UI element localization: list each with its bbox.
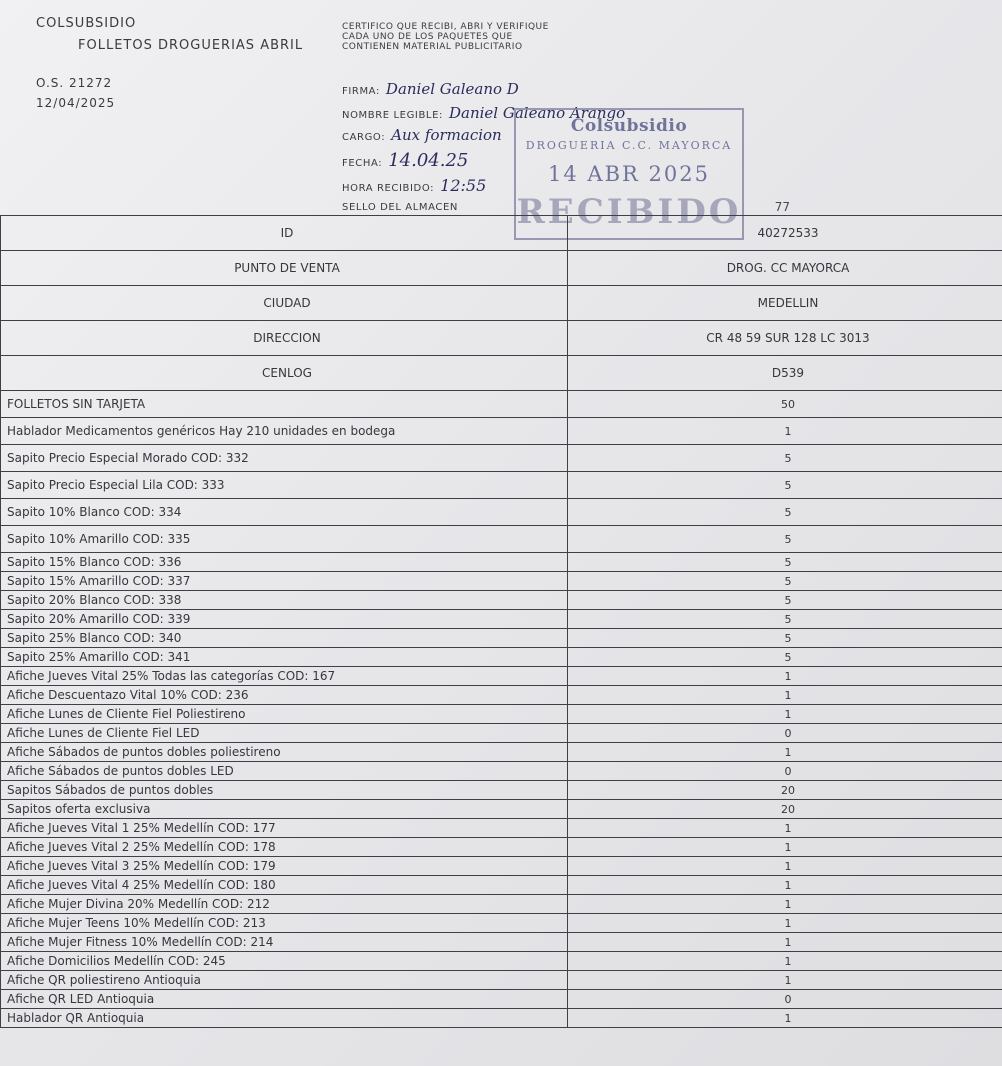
table-row	[1, 553, 1002, 572]
table-row	[1, 667, 1002, 686]
item-quantity: 1	[568, 914, 1002, 933]
item-quantity: 0	[568, 724, 1002, 743]
stamp-store: DROGUERIA C.C. MAYORCA	[525, 139, 733, 152]
item-quantity: 5	[568, 472, 1002, 499]
item-label: Sapitos Sábados de puntos dobles	[1, 781, 568, 800]
item-quantity: 1	[568, 819, 1002, 838]
table-row	[1, 876, 1002, 895]
item-quantity: 1	[568, 838, 1002, 857]
table-row	[1, 705, 1002, 724]
item-label: Sapito 10% Amarillo COD: 335	[1, 526, 568, 553]
item-label: Afiche Domicilios Medellín COD: 245	[1, 952, 568, 971]
item-quantity: 5	[568, 648, 1002, 667]
item-quantity: 20	[568, 781, 1002, 800]
delivery-table	[0, 215, 1002, 1028]
table-row	[1, 629, 1002, 648]
item-label: Afiche Jueves Vital 4 25% Medellín COD: 180	[1, 876, 568, 895]
table-row	[1, 914, 1002, 933]
item-quantity: 20	[568, 800, 1002, 819]
date-label: FECHA:	[342, 158, 383, 169]
item-label: Afiche Jueves Vital 25% Todas las categorías COD: 167	[1, 667, 568, 686]
table-row	[1, 819, 1002, 838]
signature-field	[342, 80, 519, 98]
table-row	[1, 445, 1002, 472]
item-label: Afiche Sábados de puntos dobles LED	[1, 762, 568, 781]
position-label: CARGO:	[342, 132, 386, 143]
item-label: Sapito 20% Amarillo COD: 339	[1, 610, 568, 629]
table-row	[1, 499, 1002, 526]
time-field	[342, 176, 486, 195]
item-label: Afiche Mujer Teens 10% Medellín COD: 213	[1, 914, 568, 933]
item-label: Sapito 15% Amarillo COD: 337	[1, 572, 568, 591]
info-label: CIUDAD	[1, 286, 568, 321]
item-label: Afiche Jueves Vital 3 25% Medellín COD: 179	[1, 857, 568, 876]
order-number: O.S. 21272	[36, 76, 113, 90]
info-row	[1, 356, 1002, 391]
company-name: COLSUBSIDIO	[36, 16, 137, 31]
item-quantity: 1	[568, 686, 1002, 705]
document-date: 12/04/2025	[36, 96, 116, 110]
info-label: CENLOG	[1, 356, 568, 391]
item-label: FOLLETOS SIN TARJETA	[1, 391, 568, 418]
info-row	[1, 251, 1002, 286]
item-quantity: 1	[568, 705, 1002, 724]
position-value: Aux formacion	[391, 126, 502, 144]
item-label: Sapito 15% Blanco COD: 336	[1, 553, 568, 572]
item-label: Afiche Descuentazo Vital 10% COD: 236	[1, 686, 568, 705]
item-quantity: 1	[568, 418, 1002, 445]
item-quantity: 1	[568, 895, 1002, 914]
legible-name-label: NOMBRE LEGIBLE:	[342, 110, 443, 121]
item-quantity: 5	[568, 610, 1002, 629]
item-label: Sapito Precio Especial Lila COD: 333	[1, 472, 568, 499]
item-quantity: 1	[568, 667, 1002, 686]
table-row	[1, 933, 1002, 952]
item-quantity: 50	[568, 391, 1002, 418]
item-quantity: 1	[568, 743, 1002, 762]
item-label: Afiche Mujer Fitness 10% Medellín COD: 214	[1, 933, 568, 952]
table-row	[1, 418, 1002, 445]
info-label: PUNTO DE VENTA	[1, 251, 568, 286]
table-row	[1, 990, 1002, 1009]
time-value: 12:55	[440, 176, 487, 195]
info-value: 40272533	[568, 216, 1002, 251]
table-row	[1, 572, 1002, 591]
stamp-date: 14 ABR 2025	[548, 162, 710, 186]
item-quantity: 0	[568, 762, 1002, 781]
info-value: CR 48 59 SUR 128 LC 3013	[568, 321, 1002, 356]
item-label: Sapito 25% Amarillo COD: 341	[1, 648, 568, 667]
table-row	[1, 591, 1002, 610]
item-quantity: 5	[568, 591, 1002, 610]
item-label: Afiche QR poliestireno Antioquia	[1, 971, 568, 990]
table-row	[1, 648, 1002, 667]
item-quantity: 5	[568, 553, 1002, 572]
table-row	[1, 391, 1002, 418]
stamp-brand: Colsubsidio	[570, 116, 688, 136]
item-label: Afiche QR LED Antioquia	[1, 990, 568, 1009]
item-quantity: 5	[568, 445, 1002, 472]
info-row	[1, 216, 1002, 251]
item-quantity: 0	[568, 990, 1002, 1009]
table-row	[1, 686, 1002, 705]
item-label: Afiche Jueves Vital 2 25% Medellín COD: 178	[1, 838, 568, 857]
signature-value: Daniel Galeano D	[385, 80, 519, 98]
table-row	[1, 610, 1002, 629]
info-label: DIRECCION	[1, 321, 568, 356]
item-quantity: 1	[568, 1009, 1002, 1028]
table-row	[1, 1009, 1002, 1028]
item-quantity: 1	[568, 952, 1002, 971]
item-quantity: 5	[568, 572, 1002, 591]
table-row	[1, 472, 1002, 499]
date-field	[342, 150, 468, 171]
item-quantity: 5	[568, 526, 1002, 553]
table-row	[1, 952, 1002, 971]
item-label: Afiche Sábados de puntos dobles poliestireno	[1, 743, 568, 762]
time-label: HORA RECIBIDO:	[342, 183, 435, 194]
item-label: Sapitos oferta exclusiva	[1, 800, 568, 819]
item-label: Hablador QR Antioquia	[1, 1009, 568, 1028]
store-seal-label: SELLO DEL ALMACEN	[342, 202, 458, 213]
signature-label: FIRMA:	[342, 86, 380, 97]
position-field	[342, 126, 502, 144]
table-row	[1, 526, 1002, 553]
table-row	[1, 838, 1002, 857]
document-subtitle: FOLLETOS DROGUERIAS ABRIL	[78, 38, 304, 53]
table-row	[1, 800, 1002, 819]
stamp-number: 77	[774, 200, 790, 214]
item-quantity: 1	[568, 876, 1002, 895]
info-row	[1, 321, 1002, 356]
date-value: 14.04.25	[388, 150, 469, 171]
item-quantity: 5	[568, 499, 1002, 526]
item-label: Afiche Mujer Divina 20% Medellín COD: 212	[1, 895, 568, 914]
table-row	[1, 857, 1002, 876]
item-label: Afiche Lunes de Cliente Fiel Poliestireno	[1, 705, 568, 724]
table-row	[1, 895, 1002, 914]
table-row	[1, 781, 1002, 800]
info-value: MEDELLIN	[568, 286, 1002, 321]
item-label: Afiche Lunes de Cliente Fiel LED	[1, 724, 568, 743]
item-quantity: 5	[568, 629, 1002, 648]
item-label: Sapito Precio Especial Morado COD: 332	[1, 445, 568, 472]
table-row	[1, 762, 1002, 781]
stamp-received: RECIBIDO	[516, 192, 742, 232]
info-value: D539	[568, 356, 1002, 391]
item-label: Hablador Medicamentos genéricos Hay 210 unidades en bodega	[1, 418, 568, 445]
table-row	[1, 743, 1002, 762]
info-row	[1, 286, 1002, 321]
item-label: Sapito 10% Blanco COD: 334	[1, 499, 568, 526]
legible-name-value: Daniel Galeano Arango	[449, 104, 626, 122]
item-quantity: 1	[568, 933, 1002, 952]
delivery-table-body	[1, 216, 1002, 1028]
table-row	[1, 971, 1002, 990]
info-value: DROG. CC MAYORCA	[568, 251, 1002, 286]
item-quantity: 1	[568, 857, 1002, 876]
certification-text: CERTIFICO QUE RECIBI, ABRI Y VERIFIQUE CADA UNO DE LOS PAQUETES QUE CONTIENEN MATERIAL PUBLICITARIO	[342, 22, 549, 52]
item-quantity: 1	[568, 971, 1002, 990]
item-label: Afiche Jueves Vital 1 25% Medellín COD: 177	[1, 819, 568, 838]
item-label: Sapito 25% Blanco COD: 340	[1, 629, 568, 648]
info-label: ID	[1, 216, 568, 251]
item-label: Sapito 20% Blanco COD: 338	[1, 591, 568, 610]
table-row	[1, 724, 1002, 743]
